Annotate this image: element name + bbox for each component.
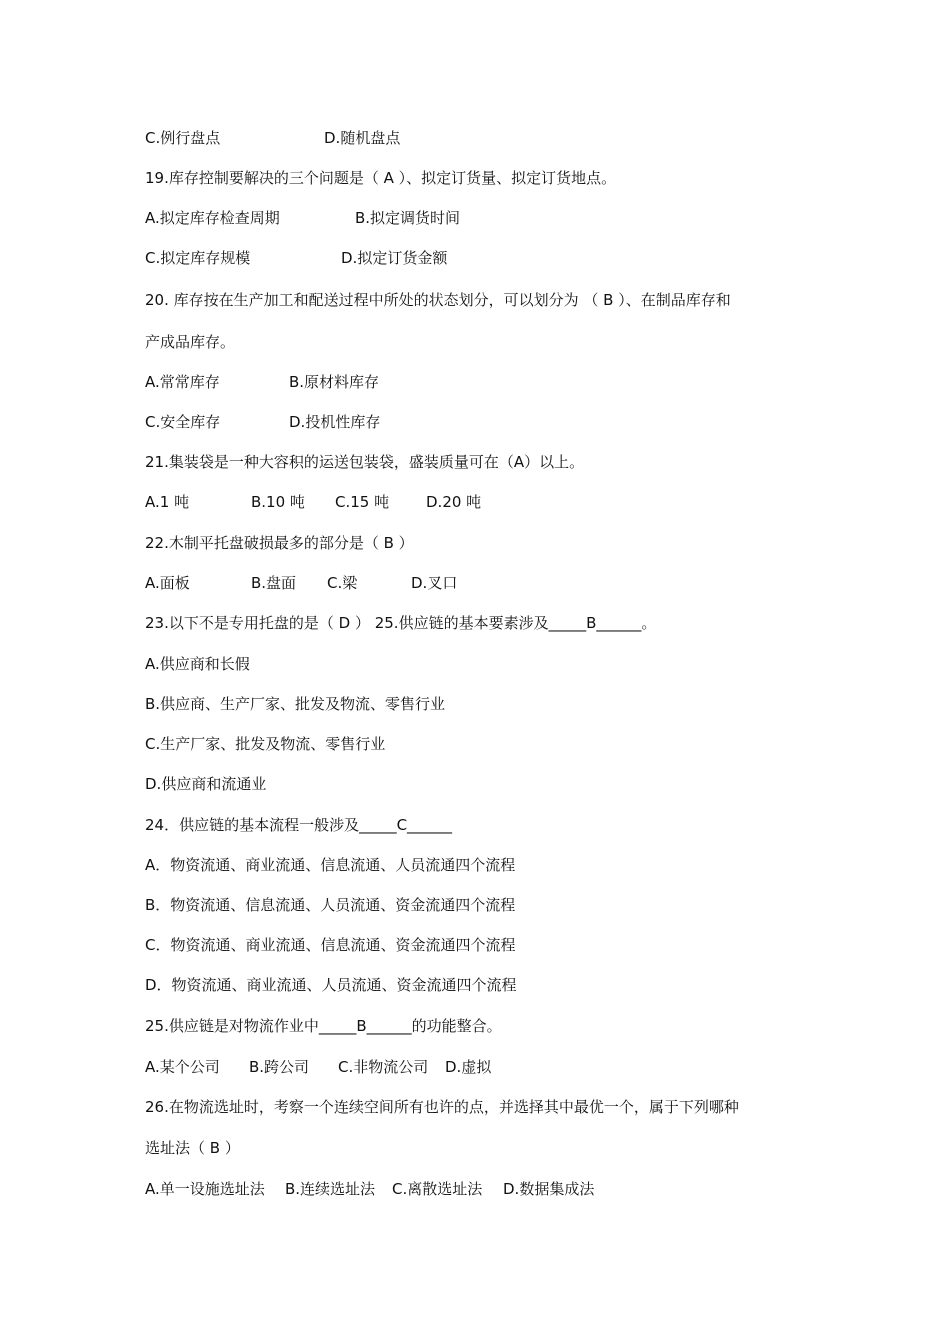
option-c: C.例行盘点 (145, 129, 221, 147)
option-d: D.数据集成法 (503, 1180, 595, 1198)
question-23: 23.以下不是专用托盘的是（ D ） 25.供应链的基本要素涉及_____B______。 (145, 614, 657, 632)
option-a: A.拟定库存检查周期 (145, 209, 280, 227)
option-a: A.1 吨 (145, 493, 190, 511)
option-b: B.连续选址法 (285, 1180, 376, 1198)
question-22: 22.木制平托盘破损最多的部分是（ B ） (145, 534, 414, 552)
option-d: D.随机盘点 (324, 129, 401, 147)
option-c: C.15 吨 (335, 493, 390, 511)
option-b: B.盘面 (251, 574, 297, 592)
option-c: C.拟定库存规模 (145, 249, 251, 267)
question-20: 20. 库存按在生产加工和配送过程中所处的状态划分，可以划分为 （ B ）、在制品库存和 (145, 291, 731, 309)
question-20-cont: 产成品库存。 (145, 333, 236, 351)
question-19: 19.库存控制要解决的三个问题是（ A ）、拟定订货量、拟定订货地点。 (145, 169, 617, 187)
option-a: A.单一设施选址法 (145, 1180, 265, 1198)
option-d: D.投机性库存 (289, 413, 381, 431)
question-26: 26.在物流选址时，考察一个连续空间所有也许的点，并选择其中最优一个，属于下列哪种 (145, 1098, 739, 1116)
option-c: C.非物流公司 (338, 1058, 429, 1076)
option-d: D.拟定订货金额 (341, 249, 448, 267)
question-25: 25.供应链是对物流作业中_____B______的功能整合。 (145, 1017, 502, 1035)
option-c: C.离散选址法 (392, 1180, 483, 1198)
option-a: A．物资流通、商业流通、信息流通、人员流通四个流程 (145, 856, 516, 874)
option-d: D.叉口 (411, 574, 458, 592)
option-b: B.10 吨 (251, 493, 305, 511)
option-c: C.生产厂家、批发及物流、零售行业 (145, 735, 386, 753)
option-a: A.供应商和长假 (145, 655, 250, 673)
option-b: B.拟定调货时间 (355, 209, 461, 227)
question-21: 21.集装袋是一种大容积的运送包装袋，盛装质量可在（A）以上。 (145, 453, 585, 471)
option-a: A.常常库存 (145, 373, 220, 391)
option-b: B.原材料库存 (289, 373, 380, 391)
option-b: B.供应商、生产厂家、批发及物流、零售行业 (145, 695, 446, 713)
question-26-cont: 选址法（ B ） (145, 1139, 240, 1157)
option-a: A.某个公司 (145, 1058, 220, 1076)
question-24: 24．供应链的基本流程一般涉及_____C______ (145, 816, 453, 834)
option-c: C.梁 (327, 574, 358, 592)
option-d: D.供应商和流通业 (145, 775, 267, 793)
option-d: D.虚拟 (445, 1058, 492, 1076)
option-b: B．物资流通、信息流通、人员流通、资金流通四个流程 (145, 896, 516, 914)
option-c: C.安全库存 (145, 413, 221, 431)
option-c: C．物资流通、商业流通、信息流通、资金流通四个流程 (145, 936, 516, 954)
option-b: B.跨公司 (249, 1058, 310, 1076)
option-d: D．物资流通、商业流通、人员流通、资金流通四个流程 (145, 976, 517, 994)
option-d: D.20 吨 (426, 493, 482, 511)
option-a: A.面板 (145, 574, 190, 592)
